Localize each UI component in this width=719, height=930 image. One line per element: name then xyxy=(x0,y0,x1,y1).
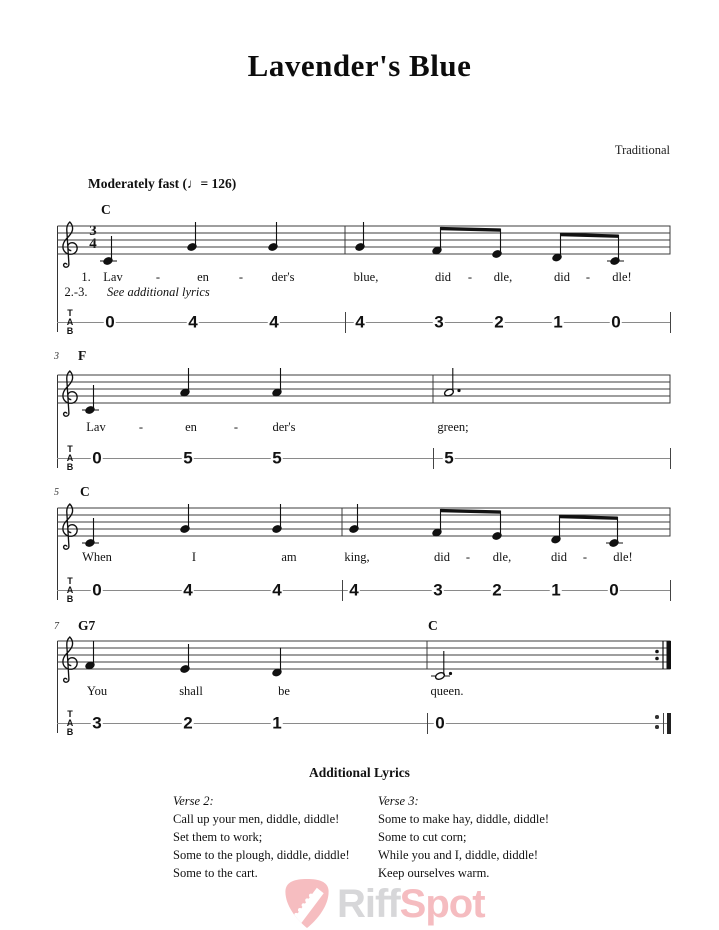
tab-fret-number: 0 xyxy=(92,580,102,600)
treble-clef-icon xyxy=(63,222,77,267)
tab-fret-number: 2 xyxy=(183,713,193,733)
tab-staff-line xyxy=(57,723,671,724)
tab-clef xyxy=(63,577,77,603)
tab-fret-number: 1 xyxy=(551,580,561,600)
tab-fret-number: 3 xyxy=(434,312,444,332)
verse-line: Keep ourselves warm. xyxy=(378,866,490,880)
lyric-syllable: dle, xyxy=(493,270,513,284)
end-repeat-barline xyxy=(667,641,672,669)
lyric-syllable: You xyxy=(86,684,108,698)
brand-spot: Spot xyxy=(399,882,485,926)
tab-letter-b: B xyxy=(66,325,74,336)
lyric-hyphen: - xyxy=(465,550,471,564)
tab-barline xyxy=(427,713,428,734)
tab-barline xyxy=(670,312,671,333)
tab-fret-number: 2 xyxy=(492,580,502,600)
verse-3-block xyxy=(378,792,549,882)
lyric-syllable: When xyxy=(82,550,112,564)
verse-line: Call up your men, diddle, diddle! xyxy=(173,812,340,826)
lyric-hyphen: - xyxy=(155,270,161,284)
composer-credit: Traditional xyxy=(614,143,670,157)
verse-line: Set them to work; xyxy=(173,830,263,844)
tempo-text: Moderately fast ( xyxy=(88,176,187,191)
tab-fret-number: 4 xyxy=(272,580,282,600)
tab-barline xyxy=(670,448,671,469)
lyric-syllable: be xyxy=(278,684,290,698)
tab-clef xyxy=(63,445,77,471)
lyric-syllable: am xyxy=(281,550,297,564)
verse-line: Some to cut corn; xyxy=(378,830,467,844)
tab-fret-number: 4 xyxy=(355,312,365,332)
tab-fret-number: 3 xyxy=(433,580,443,600)
page-title: Lavender's Blue xyxy=(247,48,472,83)
lyric-syllable: en xyxy=(197,270,209,284)
measure-number: 3 xyxy=(54,351,59,362)
verse-number: 1. xyxy=(81,270,91,284)
tab-repeat-dot xyxy=(655,715,659,719)
tab-fret-number: 0 xyxy=(611,312,621,332)
staff-system-3 xyxy=(0,498,719,550)
tempo-marking xyxy=(88,176,236,192)
tab-barline xyxy=(670,580,671,601)
tab-fret-number: 0 xyxy=(92,448,102,468)
lyric-syllable: green; xyxy=(437,420,469,434)
lyric-syllable: Lav xyxy=(86,420,106,434)
verse-line: While you and I, diddle, diddle! xyxy=(378,848,539,862)
brand-riff: Riff xyxy=(337,882,400,926)
tab-letter-a: A xyxy=(66,717,74,728)
time-signature-top: 3 xyxy=(89,223,97,239)
tab-letter-b: B xyxy=(66,593,74,604)
tab-barline xyxy=(342,580,343,601)
tab-letter-a: A xyxy=(66,452,74,463)
chord-label: C xyxy=(101,202,111,217)
verse-2-block xyxy=(173,792,350,882)
lyric-syllable: queen. xyxy=(430,684,464,698)
chord-label: C xyxy=(80,484,90,499)
riffspot-wordmark xyxy=(337,882,485,927)
tab-fret-number: 4 xyxy=(269,312,279,332)
tab-letter-a: A xyxy=(66,316,74,327)
tab-repeat-thin-bar xyxy=(663,713,664,734)
measure-number: 7 xyxy=(54,621,59,632)
verse-line: Some to the cart. xyxy=(173,866,258,880)
lyric-syllable: I xyxy=(191,550,197,564)
tab-fret-number: 0 xyxy=(609,580,619,600)
tab-staff-line xyxy=(57,458,671,459)
lyric-hyphen: - xyxy=(238,270,244,284)
staff-system-1 xyxy=(0,216,719,268)
tab-fret-number: 2 xyxy=(494,312,504,332)
tab-letter-t: T xyxy=(67,444,73,454)
measure-number: 5 xyxy=(54,487,59,498)
tempo-bpm: = 126) xyxy=(200,176,237,191)
verse-range-tag: 2.-3. xyxy=(64,285,88,299)
tab-barline xyxy=(345,312,346,333)
tab-fret-number: 0 xyxy=(105,312,115,332)
lyric-syllable: king, xyxy=(344,550,370,564)
tab-letter-t: T xyxy=(67,709,73,719)
chord-label: C xyxy=(428,618,438,633)
tab-barline xyxy=(433,448,434,469)
tab-letter-t: T xyxy=(67,576,73,586)
tab-fret-number: 5 xyxy=(272,448,282,468)
lyric-syllable: dle! xyxy=(612,270,632,284)
lyric-hyphen: - xyxy=(233,420,239,434)
additional-lyrics-heading: Additional Lyrics xyxy=(309,765,410,780)
tab-fret-number: 5 xyxy=(444,448,454,468)
verse-title: Verse 2: xyxy=(173,794,214,808)
lyric-hyphen: - xyxy=(467,270,473,284)
tab-repeat-thick-bar xyxy=(667,713,672,734)
riffspot-pick-icon xyxy=(281,877,334,930)
tab-repeat-dot xyxy=(655,725,659,729)
lyric-hyphen: - xyxy=(585,270,591,284)
see-additional-lyrics-note: See additional lyrics xyxy=(107,285,210,299)
tab-letter-t: T xyxy=(67,308,73,318)
tab-staff-line xyxy=(57,590,671,591)
chord-label: G7 xyxy=(78,618,96,633)
staff-system-4 xyxy=(0,631,719,684)
tab-fret-number: 3 xyxy=(92,713,102,733)
tab-letter-b: B xyxy=(66,461,74,472)
tab-fret-number: 1 xyxy=(553,312,563,332)
lyric-syllable: blue, xyxy=(353,270,379,284)
tab-fret-number: 5 xyxy=(183,448,193,468)
lyric-syllable: der's xyxy=(271,270,295,284)
verse-line: Some to the plough, diddle, diddle! xyxy=(173,848,350,862)
tab-fret-number: 4 xyxy=(349,580,359,600)
lyric-hyphen: - xyxy=(138,420,144,434)
time-signature-bottom: 4 xyxy=(89,236,97,252)
lyric-syllable: shall xyxy=(179,684,203,698)
verse-line: Some to make hay, diddle, diddle! xyxy=(378,812,550,826)
tab-fret-number: 0 xyxy=(435,713,445,733)
tab-letter-a: A xyxy=(66,584,74,595)
quarter-note-icon: ♩ xyxy=(186,176,201,191)
tab-letter-b: B xyxy=(66,726,74,737)
lyric-syllable: did xyxy=(554,270,570,284)
tab-clef xyxy=(63,710,77,736)
staff-system-2 xyxy=(0,365,719,417)
chord-label: F xyxy=(78,348,87,363)
lyric-syllable: did xyxy=(435,270,451,284)
lyric-syllable: en xyxy=(185,420,197,434)
tab-fret-number: 4 xyxy=(183,580,193,600)
lyric-syllable: did xyxy=(551,550,567,564)
tab-fret-number: 1 xyxy=(272,713,282,733)
tab-fret-number: 4 xyxy=(188,312,198,332)
lyric-syllable: did xyxy=(434,550,450,564)
lyric-hyphen: - xyxy=(582,550,588,564)
lyric-syllable: dle! xyxy=(613,550,633,564)
lyric-syllable: der's xyxy=(272,420,296,434)
tab-clef xyxy=(63,309,77,335)
lyric-syllable: Lav xyxy=(103,270,123,284)
verse-title: Verse 3: xyxy=(378,794,419,808)
lyric-syllable: dle, xyxy=(492,550,512,564)
